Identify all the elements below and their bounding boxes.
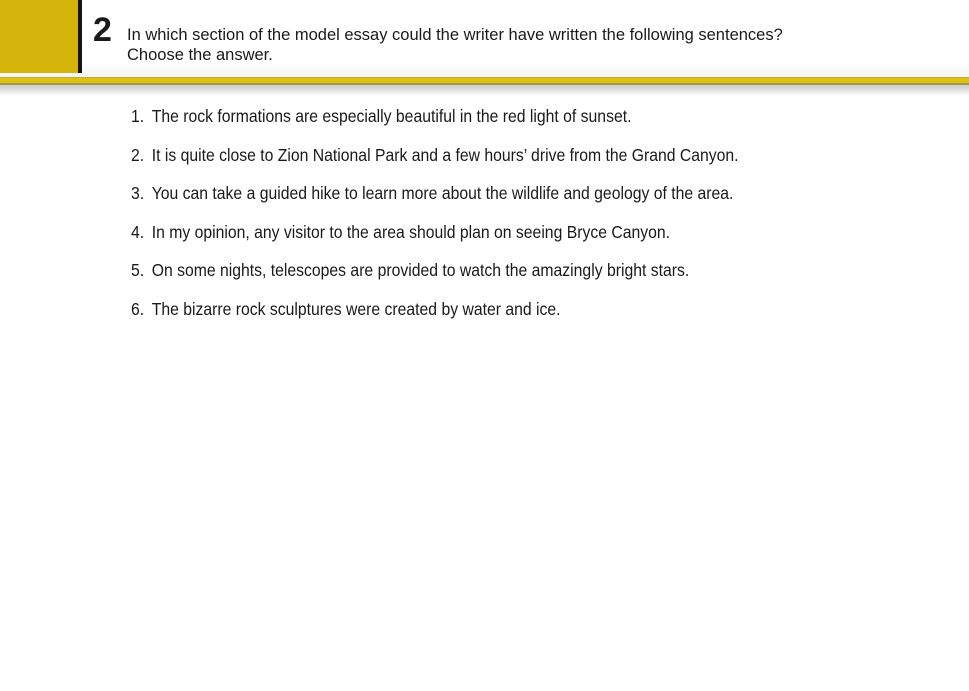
list-item [131,183,739,204]
list-item [131,299,739,320]
list-item-number: 1. [131,106,145,126]
list-item [131,106,739,127]
list-item-number: 5. [131,260,145,280]
list-item [131,222,739,243]
accent-block [0,0,78,73]
list-item-number: 3. [131,183,145,203]
question-number: 2 [93,11,112,49]
list-item-text: In my opinion, any visitor to the area should plan on seeing Bryce Canyon. [151,221,671,242]
section-divider-bar [0,77,969,85]
list-item [131,145,739,166]
question-prompt: In which section of the model essay could the writer have written the following sentences? [127,26,783,44]
list-item-text: You can take a guided hike to learn more about the wildlife and geology of the area. [151,183,734,203]
sentence-list [131,106,806,337]
list-item-text: On some nights, telescopes are provided to watch the amazingly bright stars. [151,260,690,280]
question-text [127,25,887,65]
list-item-text: The rock formations are especially beautiful in the red light of sunset. [151,106,632,126]
list-item-text: The bizarre rock sculptures were created by water and ice. [151,298,561,319]
list-item-number: 2. [131,144,145,165]
list-item-text: It is quite close to Zion National Park and a few hours’ drive from the Grand Canyon. [151,144,739,165]
question-header [0,0,969,77]
section-divider-shadow [0,85,969,96]
list-item [131,260,739,281]
vertical-rule [78,0,82,73]
question-instruction: Choose the answer. [127,46,273,64]
list-item-number: 4. [131,221,145,242]
list-item-number: 6. [131,298,145,319]
